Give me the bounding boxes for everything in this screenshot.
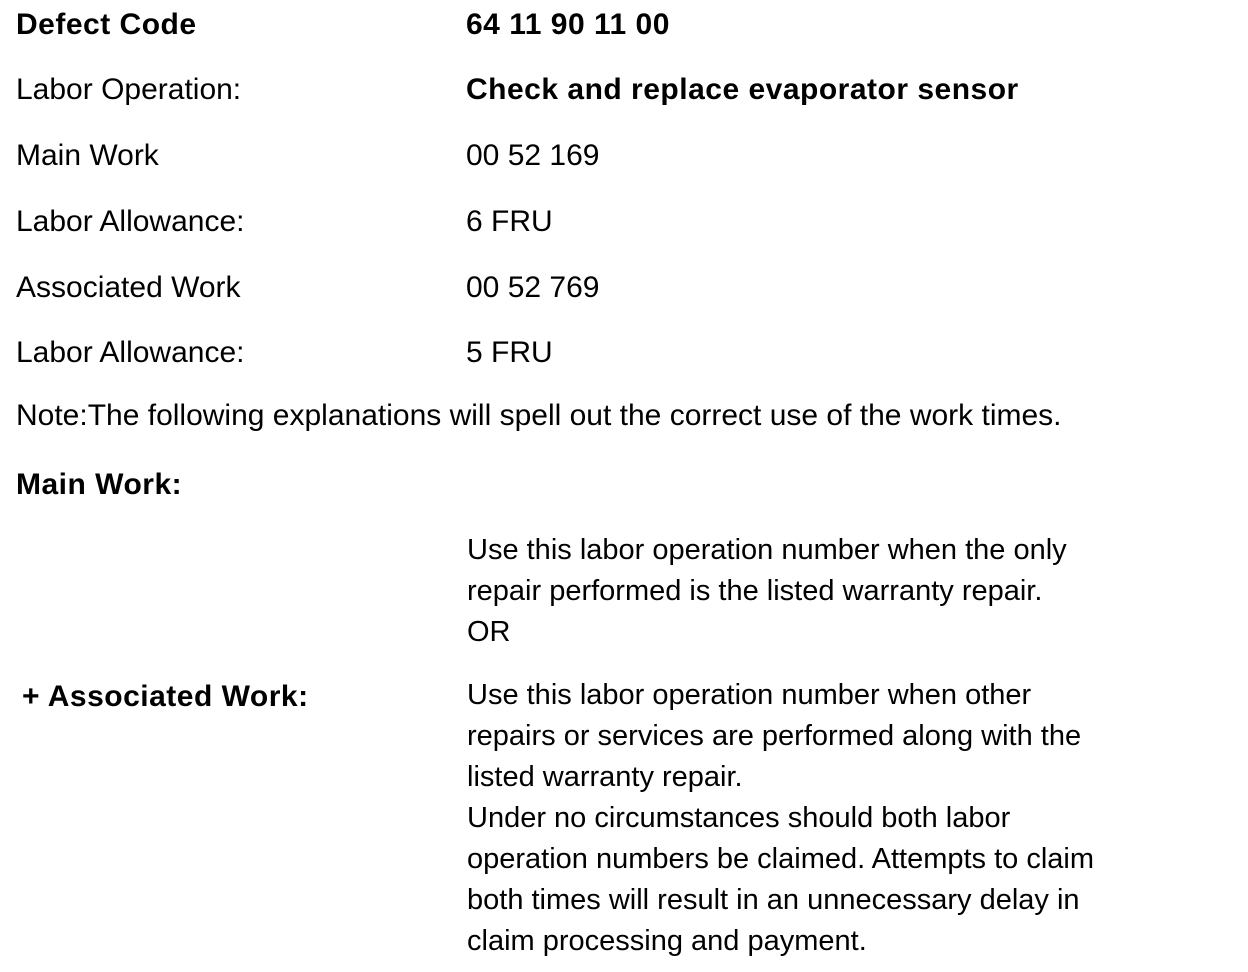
defect-code-label: Defect Code xyxy=(16,8,197,41)
associated-work-line: Under no circumstances should both labor xyxy=(467,802,1011,834)
defect-code-value: 64 11 90 11 00 xyxy=(466,8,670,41)
labor-allowance-associated-value: 5 FRU xyxy=(466,336,553,369)
main-work-line: OR xyxy=(467,616,511,648)
associated-work-heading: + Associated Work: xyxy=(22,680,309,713)
main-work-value: 00 52 169 xyxy=(466,139,600,172)
associated-work-line: listed warranty repair. xyxy=(467,761,743,793)
associated-work-line: repairs or services are performed along with the xyxy=(467,720,1082,752)
labor-operation-value: Check and replace evaporator sensor xyxy=(466,73,1019,106)
main-work-heading: Main Work: xyxy=(16,468,183,501)
associated-work-line: operation numbers be claimed. Attempts to claim xyxy=(467,843,1095,875)
labor-allowance-main-value: 6 FRU xyxy=(466,205,553,238)
associated-work-line: Use this labor operation number when other xyxy=(467,679,1032,711)
associated-work-line: claim processing and payment. xyxy=(467,925,867,957)
associated-work-line: both times will result in an unnecessary delay in xyxy=(467,884,1080,916)
labor-operation-label: Labor Operation: xyxy=(16,73,242,106)
main-work-label: Main Work xyxy=(16,139,159,172)
labor-allowance-associated-label: Labor Allowance: xyxy=(16,336,245,369)
labor-allowance-main-label: Labor Allowance: xyxy=(16,205,245,238)
main-work-line: Use this labor operation number when the only xyxy=(467,534,1067,566)
associated-work-value: 00 52 769 xyxy=(466,271,600,304)
main-work-line: repair performed is the listed warranty repair. xyxy=(467,575,1043,607)
associated-work-explanation xyxy=(467,675,1227,962)
main-work-explanation xyxy=(467,530,1227,653)
associated-work-label: Associated Work xyxy=(16,271,241,304)
note-text: Note:The following explanations will spell out the correct use of the work times. xyxy=(16,399,1062,432)
